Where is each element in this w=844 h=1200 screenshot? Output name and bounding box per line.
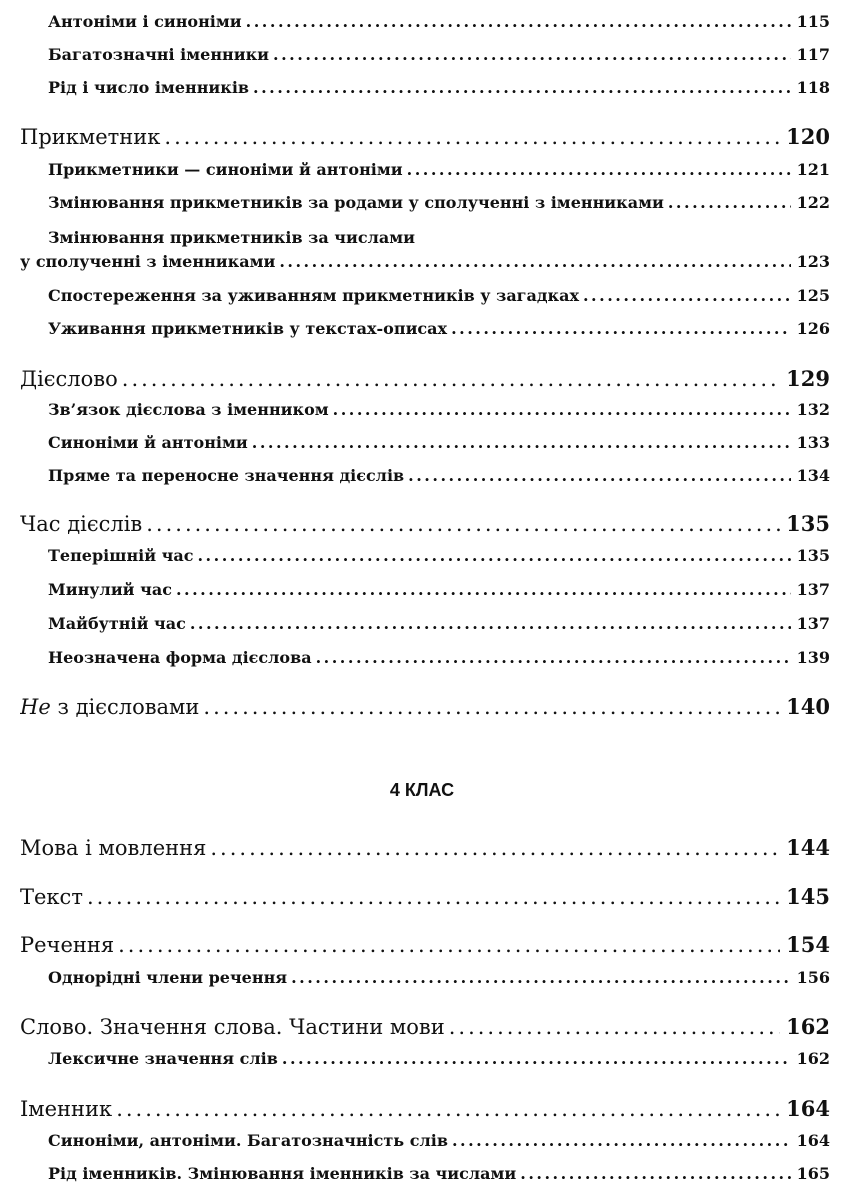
toc-entry-page: 126 <box>796 319 830 338</box>
leader-dots <box>279 252 790 271</box>
toc-entry-label: Лексичне значення слів <box>48 1049 278 1068</box>
leader-dots <box>452 1131 791 1150</box>
leader-dots <box>87 885 780 909</box>
toc-entry-label-italic: Не <box>20 695 51 719</box>
toc-entry[interactable] <box>20 835 830 860</box>
toc-entry[interactable] <box>48 400 830 419</box>
toc-entry-page: 162 <box>786 1014 830 1039</box>
leader-dots <box>210 836 780 860</box>
toc-entry-label: Антоніми і синоніми <box>48 12 242 31</box>
toc-entry-label: Теперішній час <box>48 546 194 565</box>
leader-dots <box>668 193 791 212</box>
leader-dots <box>333 400 791 419</box>
toc-entry-label: Прикметники — синоніми й антоніми <box>48 160 403 179</box>
leader-dots <box>122 367 780 391</box>
toc-entry-label: Пряме та переносне значення дієслів <box>48 466 405 485</box>
toc-entry-label-line1: Змінювання прикметників за числами <box>48 228 416 247</box>
toc-entry-label: Текст <box>20 885 83 909</box>
toc-entry-page: 164 <box>786 1096 830 1121</box>
toc-entry-label: Майбутній час <box>48 614 186 633</box>
toc-entry-label: Уживання прикметників у текстах-описах <box>48 319 448 338</box>
leader-dots <box>197 546 790 565</box>
toc-entry-label: Спостереження за уживанням прикметників у загадках <box>48 286 579 305</box>
leader-dots <box>408 466 790 485</box>
toc-entry-label: Час дієслів <box>20 512 143 536</box>
leader-dots <box>273 45 791 64</box>
toc-entry[interactable] <box>20 1014 830 1039</box>
toc-entry-label: Синоніми й антоніми <box>48 433 248 452</box>
toc-entry-page: 120 <box>786 124 830 149</box>
toc-entry-page: 118 <box>796 78 830 97</box>
toc-entry-label: Прикметник <box>20 125 161 149</box>
toc-entry-page: 162 <box>796 1049 830 1068</box>
leader-dots <box>203 695 780 719</box>
toc-entry-label: Дієслово <box>20 367 118 391</box>
leader-dots <box>176 580 791 599</box>
toc-entry-page: 135 <box>796 546 830 565</box>
leader-dots <box>118 933 780 957</box>
toc-entry-label: Минулий час <box>48 580 172 599</box>
toc-entry-label: Іменник <box>20 1097 113 1121</box>
toc-entry-label: Неозначена форма дієслова <box>48 648 312 667</box>
toc-entry[interactable] <box>48 45 830 64</box>
toc-entry-page: 134 <box>796 466 830 485</box>
toc-entry[interactable] <box>48 193 830 212</box>
toc-entry-label: з дієсловами <box>57 695 200 719</box>
toc-entry-page: 137 <box>796 580 830 599</box>
toc-entry-page: 125 <box>796 286 830 305</box>
toc-entry-page: 164 <box>796 1131 830 1150</box>
leader-dots <box>316 648 791 667</box>
toc-entry[interactable] <box>48 546 830 565</box>
leader-dots <box>583 286 791 305</box>
toc-entry-page: 156 <box>796 968 830 987</box>
toc-entry-page: 140 <box>786 694 830 719</box>
toc-entry[interactable] <box>20 694 830 719</box>
leader-dots <box>449 1015 780 1039</box>
leader-dots <box>252 433 791 452</box>
toc-entry-page: 139 <box>796 648 830 667</box>
toc-entry[interactable] <box>48 78 830 97</box>
toc-entry-label: Однорідні члени речення <box>48 968 288 987</box>
toc-entry-label: Речення <box>20 933 115 957</box>
toc-entry[interactable] <box>48 319 830 338</box>
leader-dots <box>116 1097 780 1121</box>
toc-entry[interactable] <box>20 511 830 536</box>
toc-entry-page: 132 <box>796 400 830 419</box>
leader-dots <box>146 512 780 536</box>
toc-entry[interactable] <box>48 1049 830 1068</box>
toc-entry[interactable] <box>48 1131 830 1150</box>
toc-entry[interactable] <box>48 466 830 485</box>
toc-entry-page: 117 <box>796 45 830 64</box>
toc-entry-label: Зв’язок дієслова з іменником <box>48 400 329 419</box>
toc-entry[interactable] <box>48 1164 830 1183</box>
toc-entry[interactable] <box>20 366 830 391</box>
toc-entry[interactable] <box>48 433 830 452</box>
toc-entry-label: Рід і число іменників <box>48 78 250 97</box>
toc-entry[interactable] <box>48 968 830 987</box>
toc-entry-label: Багатозначні іменники <box>48 45 270 64</box>
leader-dots <box>246 12 791 31</box>
toc-entry[interactable] <box>48 614 830 633</box>
toc-entry[interactable] <box>48 648 830 667</box>
leader-dots <box>407 160 791 179</box>
leader-dots <box>451 319 791 338</box>
toc-entry-page: 123 <box>796 252 830 271</box>
toc-entry-page: 129 <box>786 366 830 391</box>
toc-entry[interactable] <box>48 580 830 599</box>
toc-entry[interactable] <box>20 884 830 909</box>
leader-dots <box>282 1049 791 1068</box>
toc-entry-page: 135 <box>786 511 830 536</box>
toc-entry-label: Синоніми, антоніми. Багатозначність слів <box>48 1131 448 1150</box>
toc-entry-page: 137 <box>796 614 830 633</box>
toc-entry-label: Змінювання прикметників за родами у сполученні з іменниками <box>48 193 664 212</box>
toc-entry-page: 144 <box>786 835 830 860</box>
toc-entry[interactable] <box>48 286 830 305</box>
leader-dots <box>291 968 791 987</box>
leader-dots <box>253 78 791 97</box>
toc-entry[interactable] <box>20 932 830 957</box>
toc-entry-page: 145 <box>786 884 830 909</box>
leader-dots <box>190 614 791 633</box>
toc-entry[interactable] <box>20 1096 830 1121</box>
toc-entry-label-wrap <box>20 695 199 719</box>
toc-entry[interactable] <box>20 124 830 149</box>
toc-entry-label: Рід іменників. Змінювання іменників за числами <box>48 1164 517 1183</box>
toc-entry-page: 133 <box>796 433 830 452</box>
toc-entry[interactable] <box>48 12 830 31</box>
section-heading: 4 КЛАС <box>389 780 455 800</box>
toc-entry-page: 165 <box>796 1164 830 1183</box>
toc-entry-page: 121 <box>796 160 830 179</box>
toc-entry-label: у сполученні з іменниками <box>20 252 276 271</box>
toc-entry-page: 154 <box>786 932 830 957</box>
leader-dots <box>164 125 780 149</box>
toc-entry-page: 115 <box>796 12 830 31</box>
leader-dots <box>520 1164 790 1183</box>
toc-entry-page: 122 <box>796 193 830 212</box>
toc-entry[interactable] <box>20 252 830 271</box>
toc-entry-label: Слово. Значення слова. Частини мови <box>20 1015 445 1039</box>
toc-entry-label: Мова і мовлення <box>20 836 207 860</box>
toc-entry[interactable] <box>48 160 830 179</box>
